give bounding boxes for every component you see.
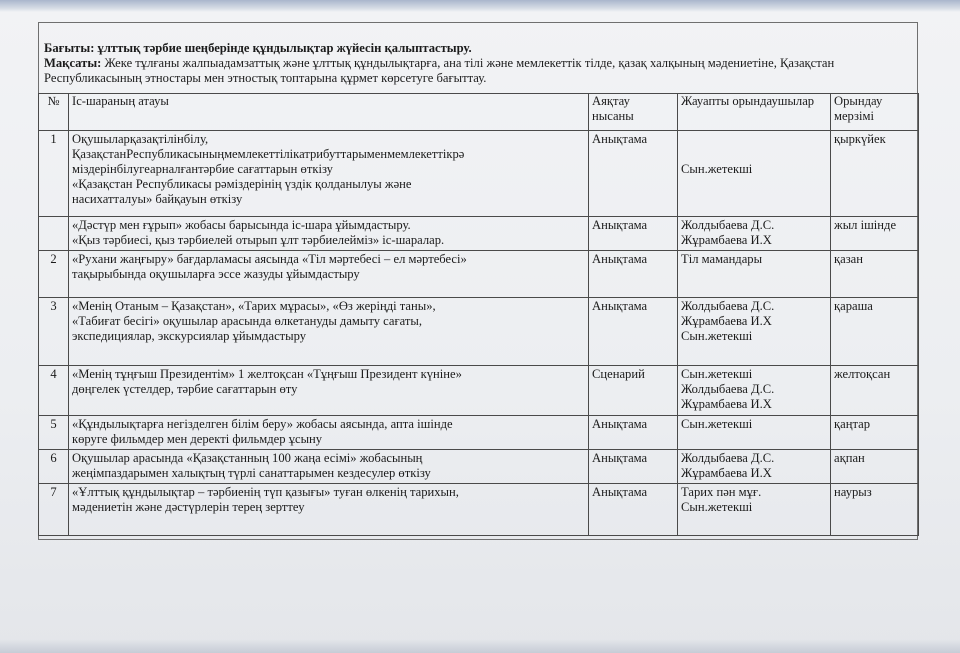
scan-top-edge bbox=[0, 0, 960, 12]
event-title-line: насихатталуы» байқауын өткізу bbox=[72, 192, 243, 206]
responsible-person: Жолдыбаева Д.С. bbox=[681, 451, 775, 465]
direction-line bbox=[44, 41, 914, 56]
responsible-persons bbox=[678, 450, 831, 484]
event-title bbox=[69, 217, 589, 251]
row-number: 7 bbox=[39, 484, 69, 536]
responsible-person: Жолдыбаева Д.С. bbox=[681, 382, 775, 396]
table-row bbox=[39, 366, 919, 416]
event-title-line: «Дәстүр мен ғұрып» жобасы барысында іс-шара ұйымдастыру. bbox=[72, 218, 411, 232]
responsible-person: Сын.жетекші bbox=[681, 367, 753, 381]
deadline-text: жыл ішінде bbox=[834, 218, 897, 232]
responsible-person: Сын.жетекші bbox=[681, 417, 753, 431]
responsible-person: Жұрамбаева И.Х bbox=[681, 314, 772, 328]
event-title-line: Оқушыларқазақтілінбілу, bbox=[72, 132, 209, 146]
table-row bbox=[39, 217, 919, 251]
event-title-line: «Табиғат бесігі» оқушылар арасында өлкетануды дамыту сағаты, bbox=[72, 314, 423, 328]
table-row bbox=[39, 484, 919, 536]
responsible-persons bbox=[678, 416, 831, 450]
event-title bbox=[69, 484, 589, 536]
deadline bbox=[831, 298, 919, 366]
event-title-line: ҚазақстанРеспубликасыныңмемлекеттілікатрибуттарыменмемлекеттікрә bbox=[72, 147, 465, 161]
completion-form: Анықтама bbox=[589, 298, 678, 366]
deadline-text: ақпан bbox=[834, 451, 865, 465]
responsible-person: Сын.жетекші bbox=[681, 500, 753, 514]
event-title-line: дөңгелек үстелдер, тәрбие сағаттарын өту bbox=[72, 382, 298, 396]
events-table bbox=[38, 93, 919, 536]
event-title-line: Оқушылар арасында «Қазақстанның 100 жаңа есімі» жобасының bbox=[72, 451, 423, 465]
event-title bbox=[69, 416, 589, 450]
completion-form: Анықтама bbox=[589, 484, 678, 536]
event-title-line: «Ұлттық құндылықтар – тәрбиенің түп қазығы» туған өлкенің тарихын, bbox=[72, 485, 459, 499]
deadline bbox=[831, 366, 919, 416]
event-title-line: экспедициялар, экскурсиялар ұйымдастыру bbox=[72, 329, 307, 343]
event-title-line: мәдениетін және дәстүрлерін терең зерттеу bbox=[72, 500, 305, 514]
deadline bbox=[831, 251, 919, 298]
completion-form: Анықтама bbox=[589, 450, 678, 484]
responsible-person bbox=[681, 132, 827, 147]
event-title bbox=[69, 131, 589, 217]
responsible-persons bbox=[678, 484, 831, 536]
responsible-person: Сын.жетекші bbox=[681, 329, 753, 343]
responsible-person bbox=[681, 147, 827, 162]
completion-form: Анықтама bbox=[589, 131, 678, 217]
table-row bbox=[39, 131, 919, 217]
table-row bbox=[39, 298, 919, 366]
responsible-person: Жұрамбаева И.Х bbox=[681, 397, 772, 411]
event-title-line: «Қыз тәрбиесі, қыз тәрбиелей отырып ұлт тәрбиелейміз» іс-шаралар. bbox=[72, 233, 445, 247]
deadline bbox=[831, 416, 919, 450]
responsible-persons bbox=[678, 366, 831, 416]
event-title bbox=[69, 450, 589, 484]
responsible-person: Жолдыбаева Д.С. bbox=[681, 218, 775, 232]
event-title-line: «Рухани жаңғыру» бағдарламасы аясында «Тіл мәртебесі – ел мәртебесі» bbox=[72, 252, 467, 266]
row-number: 2 bbox=[39, 251, 69, 298]
event-title-line: жеңімпаздарымен халықтың түрлі санаттарымен кездесулер өткізу bbox=[72, 466, 431, 480]
event-title-line: көруге фильмдер мен деректі фильмдер ұсыну bbox=[72, 432, 323, 446]
responsible-person: Жұрамбаева И.Х bbox=[681, 466, 772, 480]
completion-form: Анықтама bbox=[589, 251, 678, 298]
direction-text: ұлттық тәрбие шеңберінде құндылықтар жүйесін қалыптастыру. bbox=[97, 41, 472, 55]
responsible-persons bbox=[678, 251, 831, 298]
deadline-text: қазан bbox=[834, 252, 864, 266]
responsible-persons bbox=[678, 217, 831, 251]
event-title-line: «Менің тұңғыш Президентім» 1 желтоқсан «Тұңғыш Президент күніне» bbox=[72, 367, 462, 381]
responsible-person: Жұрамбаева И.Х bbox=[681, 233, 772, 247]
completion-form: Анықтама bbox=[589, 416, 678, 450]
event-title-line: «Қазақстан Республикасы рәміздерінің үздік қолданылуы және bbox=[72, 177, 412, 191]
deadline bbox=[831, 131, 919, 217]
deadline bbox=[831, 217, 919, 251]
row-number: 5 bbox=[39, 416, 69, 450]
completion-form: Сценарий bbox=[589, 366, 678, 416]
row-number: 1 bbox=[39, 131, 69, 217]
event-title bbox=[69, 298, 589, 366]
responsible-persons bbox=[678, 298, 831, 366]
event-title bbox=[69, 366, 589, 416]
responsible-person: Сын.жетекші bbox=[681, 162, 753, 176]
row-number: 3 bbox=[39, 298, 69, 366]
row-number bbox=[39, 217, 69, 251]
deadline-text: наурыз bbox=[834, 485, 872, 499]
deadline-text: қараша bbox=[834, 299, 873, 313]
deadline-text: қыркүйек bbox=[834, 132, 886, 146]
plan-header bbox=[44, 41, 914, 86]
direction-label: Бағыты: bbox=[44, 41, 95, 55]
col-header-form: Аяқтау нысаны bbox=[589, 94, 678, 131]
goal-label: Мақсаты: bbox=[44, 56, 102, 70]
event-title bbox=[69, 251, 589, 298]
deadline bbox=[831, 450, 919, 484]
deadline-text: желтоқсан bbox=[834, 367, 891, 381]
completion-form: Анықтама bbox=[589, 217, 678, 251]
row-number: 6 bbox=[39, 450, 69, 484]
table-header-row bbox=[39, 94, 919, 131]
col-header-title: Іс-шараның атауы bbox=[69, 94, 589, 131]
col-header-responsible: Жауапты орындаушылар bbox=[678, 94, 831, 131]
responsible-person: Тарих пән мұғ. bbox=[681, 485, 762, 499]
event-title-line: «Менің Отаным – Қазақстан», «Тарих мұрасы», «Өз жеріңді таны», bbox=[72, 299, 436, 313]
goal-text: Жеке тұлғаны жалпыадамзаттық және ұлттық құндылықтарға, ана тілі және мемлекеттік тілде, қазақ халқының мәдениетіне, Қазақстан Республикасының этностары мен этностық топтарына құрмет көрсетуге бағыттау. bbox=[44, 56, 835, 85]
deadline-text: қаңтар bbox=[834, 417, 870, 431]
responsible-person: Тіл мамандары bbox=[681, 252, 763, 266]
event-title-line: тақырыбында оқушыларға эссе жазуды ұйымдастыру bbox=[72, 267, 360, 281]
col-header-deadline: Орындау мерзімі bbox=[831, 94, 919, 131]
table-row bbox=[39, 450, 919, 484]
scan-bottom-edge bbox=[0, 639, 960, 653]
row-number: 4 bbox=[39, 366, 69, 416]
event-title-line: міздерінбілугеарналғантәрбие сағаттарын өткізу bbox=[72, 162, 333, 176]
responsible-persons bbox=[678, 131, 831, 217]
goal-line bbox=[44, 56, 914, 86]
responsible-person: Жолдыбаева Д.С. bbox=[681, 299, 775, 313]
table-row bbox=[39, 416, 919, 450]
deadline bbox=[831, 484, 919, 536]
table-row bbox=[39, 251, 919, 298]
table-body bbox=[39, 131, 919, 536]
event-title-line: «Құндылықтарға негізделген білім беру» жобасы аясында, апта ішінде bbox=[72, 417, 453, 431]
col-header-number: № bbox=[39, 94, 69, 131]
